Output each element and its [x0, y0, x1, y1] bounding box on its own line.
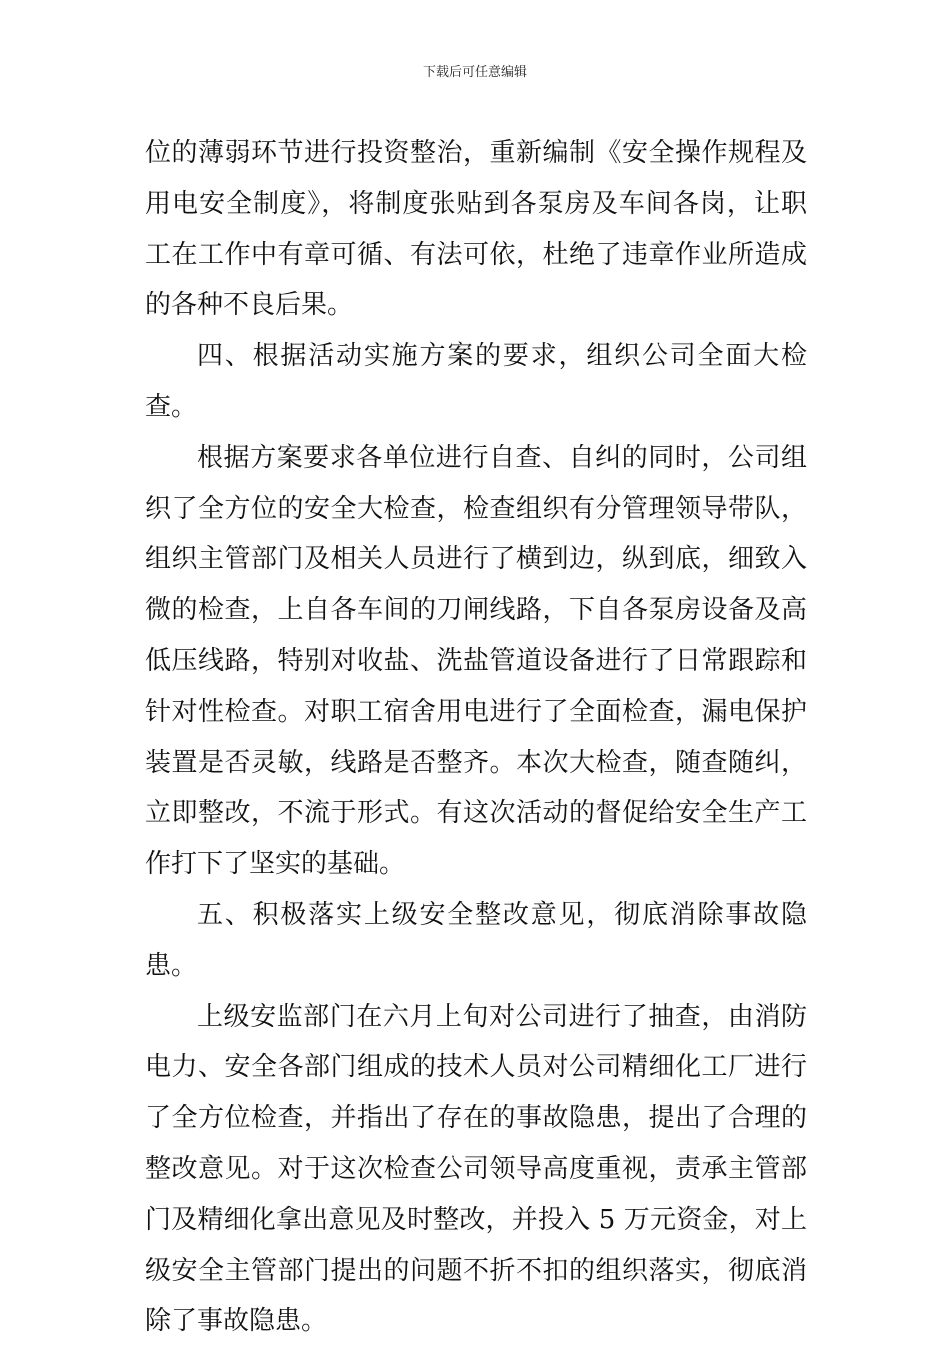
paragraph-rectification: 上级安监部门在六月上旬对公司进行了抽查，由消防电力、安全各部门组成的技术人员对公司精细化工厂进行了全方位检查，并指出了存在的事故隐患，提出了合理的整改意见。对于这次检查公司领导高度重视，责承主管部门及精细化拿出意见及时整改，并投入 5 万元资金，对上级安全主管部门提出的问题不折不扣的组织落实，彻底消除了事故隐患。: [145, 1001, 807, 1337]
paragraph-continuation: 位的薄弱环节进行投资整治，重新编制《安全操作规程及用电安全制度》，将制度张贴到各泵房及车间各岗，让职工在工作中有章可循、有法可依，杜绝了违章作业所造成的各种不良后果。: [145, 138, 807, 321]
paragraph-inspection: 根据方案要求各单位进行自查、自纠的同时，公司组织了全方位的安全大检查，检查组织有分管理领导带队，组织主管部门及相关人员进行了横到边，纵到底，细致入微的检查，上自各车间的刀闸线路，下自各泵房设备及高低压线路，特别对收盐、洗盐管道设备进行了日常跟踪和针对性检查。对职工宿舍用电进行了全面检查，漏电保护装置是否灵敏，线路是否整齐。本次大检查，随查随纠，立即整改，不流于形式。有这次活动的督促给安全生产工作打下了坚实的基础。: [145, 442, 807, 880]
section-heading-four: 四、根据活动实施方案的要求，组织公司全面大检查。: [145, 341, 807, 422]
document-body: [145, 128, 807, 1347]
section-heading-five: 五、积极落实上级安全整改意见，彻底消除事故隐患。: [145, 899, 807, 981]
page-header: 下载后可任意编辑: [422, 65, 527, 80]
